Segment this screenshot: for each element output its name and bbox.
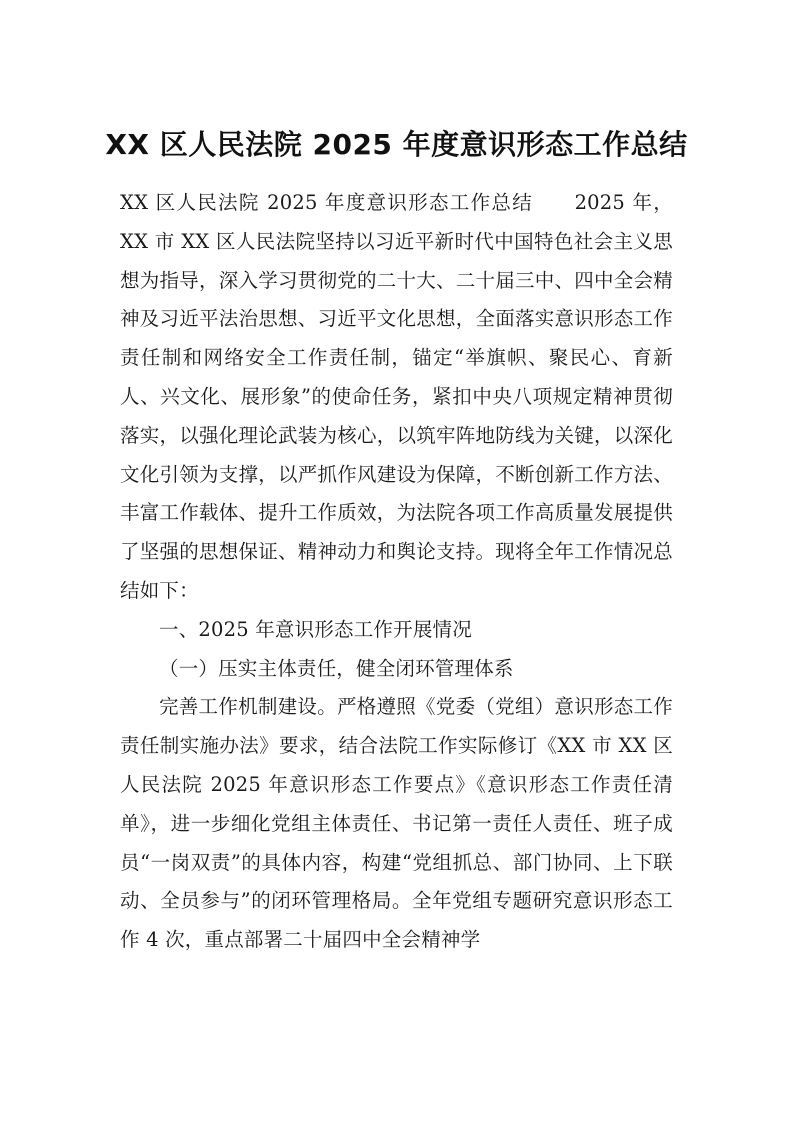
section-heading-1: 一、2025 年意识形态工作开展情况 <box>159 617 472 641</box>
page-title: XX 区人民法院 2025 年度意识形态工作总结 <box>105 128 688 161</box>
body-paragraph-1: 完善工作机制建设。严格遵照《党委（党组）意识形态工作责任制实施办法》要求，结合法院工作实际修订《XX 市 XX 区人民法院 2025 年意识形态工作要点》《意识形态工作责任清单》，进一步细化党组主体责任、书记第一责任人责任、班子成员“一岗双责”的具体内容，构建“党组抓总、部门协同、上下联动、全员参与”的闭环管理格局。全年党组专题研究意识形态工作 4 次，重点部署二十届四中全会精神学 <box>120 695 673 952</box>
intro-paragraph: XX 区人民法院 2025 年度意识形态工作总结 2025 年，XX 市 XX 区人民法院坚持以习近平新时代中国特色社会主义思想为指导，深入学习贯彻党的二十大、二十届三中、四中全会精神及习近平法治思想、习近平文化思想，全面落实意识形态工作责任制和网络安全工作责任制，锚定“举旗帜、聚民心、育新人、兴文化、展形象”的使命任务，紧扣中央八项规定精神贯彻落实，以强化理论武装为核心，以筑牢阵地防线为关键，以深化文化引领为支撑，以严抓作风建设为保障，不断创新工作方法、丰富工作载体、提升工作质效，为法院各项工作高质量发展提供了坚强的思想保证、精神动力和舆论支持。现将全年工作情况总结如下： <box>120 191 673 602</box>
subsection-heading-1: （一）压实主体责任，健全闭环管理体系 <box>159 656 514 680</box>
document-body <box>120 184 673 960</box>
